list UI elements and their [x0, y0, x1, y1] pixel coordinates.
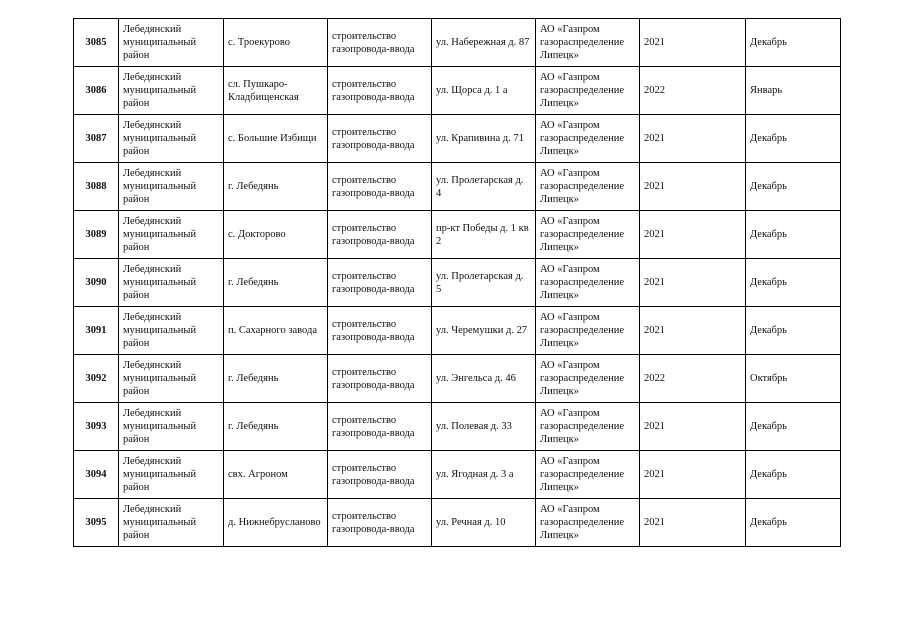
locality-cell: г. Лебедянь [224, 403, 328, 451]
district-cell: Лебедянский муниципальный район [119, 163, 224, 211]
district-cell: Лебедянский муниципальный район [119, 19, 224, 67]
organization-cell: АО «Газпром газораспределение Липецк» [536, 67, 640, 115]
row-number: 3089 [74, 211, 119, 259]
table-row [74, 163, 841, 211]
month-cell: Декабрь [746, 499, 841, 547]
work-type-cell: строительство газопровода-ввода [328, 211, 432, 259]
row-number: 3093 [74, 403, 119, 451]
month-cell: Январь [746, 67, 841, 115]
organization-cell: АО «Газпром газораспределение Липецк» [536, 499, 640, 547]
locality-cell: д. Нижнебрусланово [224, 499, 328, 547]
locality-cell: свх. Агроном [224, 451, 328, 499]
gasification-table [73, 18, 841, 547]
district-cell: Лебедянский муниципальный район [119, 115, 224, 163]
month-cell: Октябрь [746, 355, 841, 403]
year-cell: 2021 [640, 211, 746, 259]
district-cell: Лебедянский муниципальный район [119, 499, 224, 547]
month-cell: Декабрь [746, 307, 841, 355]
work-type-cell: строительство газопровода-ввода [328, 115, 432, 163]
district-cell: Лебедянский муниципальный район [119, 259, 224, 307]
district-cell: Лебедянский муниципальный район [119, 451, 224, 499]
year-cell: 2022 [640, 355, 746, 403]
month-cell: Декабрь [746, 163, 841, 211]
address-cell: пр-кт Победы д. 1 кв 2 [432, 211, 536, 259]
table-body [74, 19, 841, 547]
district-cell: Лебедянский муниципальный район [119, 307, 224, 355]
district-cell: Лебедянский муниципальный район [119, 211, 224, 259]
organization-cell: АО «Газпром газораспределение Липецк» [536, 19, 640, 67]
work-type-cell: строительство газопровода-ввода [328, 403, 432, 451]
organization-cell: АО «Газпром газораспределение Липецк» [536, 115, 640, 163]
row-number: 3094 [74, 451, 119, 499]
table-row [74, 211, 841, 259]
district-cell: Лебедянский муниципальный район [119, 403, 224, 451]
year-cell: 2021 [640, 499, 746, 547]
address-cell: ул. Набережная д. 87 [432, 19, 536, 67]
table-row [74, 355, 841, 403]
year-cell: 2021 [640, 307, 746, 355]
month-cell: Декабрь [746, 259, 841, 307]
organization-cell: АО «Газпром газораспределение Липецк» [536, 307, 640, 355]
work-type-cell: строительство газопровода-ввода [328, 499, 432, 547]
row-number: 3087 [74, 115, 119, 163]
organization-cell: АО «Газпром газораспределение Липецк» [536, 403, 640, 451]
year-cell: 2021 [640, 403, 746, 451]
table-row [74, 67, 841, 115]
table-row [74, 19, 841, 67]
address-cell: ул. Полевая д. 33 [432, 403, 536, 451]
district-cell: Лебедянский муниципальный район [119, 355, 224, 403]
locality-cell: г. Лебедянь [224, 163, 328, 211]
organization-cell: АО «Газпром газораспределение Липецк» [536, 259, 640, 307]
work-type-cell: строительство газопровода-ввода [328, 355, 432, 403]
address-cell: ул. Черемушки д. 27 [432, 307, 536, 355]
month-cell: Декабрь [746, 19, 841, 67]
work-type-cell: строительство газопровода-ввода [328, 307, 432, 355]
address-cell: ул. Щорса д. 1 а [432, 67, 536, 115]
locality-cell: с. Большие Избищи [224, 115, 328, 163]
table-row [74, 451, 841, 499]
locality-cell: с. Троекурово [224, 19, 328, 67]
year-cell: 2021 [640, 451, 746, 499]
work-type-cell: строительство газопровода-ввода [328, 259, 432, 307]
row-number: 3090 [74, 259, 119, 307]
locality-cell: г. Лебедянь [224, 355, 328, 403]
table-row [74, 115, 841, 163]
table-row [74, 307, 841, 355]
row-number: 3085 [74, 19, 119, 67]
locality-cell: сл. Пушкаро-Кладбищенская [224, 67, 328, 115]
year-cell: 2021 [640, 259, 746, 307]
work-type-cell: строительство газопровода-ввода [328, 19, 432, 67]
locality-cell: п. Сахарного завода [224, 307, 328, 355]
organization-cell: АО «Газпром газораспределение Липецк» [536, 355, 640, 403]
month-cell: Декабрь [746, 403, 841, 451]
row-number: 3086 [74, 67, 119, 115]
address-cell: ул. Речная д. 10 [432, 499, 536, 547]
row-number: 3092 [74, 355, 119, 403]
year-cell: 2022 [640, 67, 746, 115]
table-row [74, 259, 841, 307]
row-number: 3091 [74, 307, 119, 355]
work-type-cell: строительство газопровода-ввода [328, 451, 432, 499]
address-cell: ул. Крапивина д. 71 [432, 115, 536, 163]
row-number: 3095 [74, 499, 119, 547]
organization-cell: АО «Газпром газораспределение Липецк» [536, 163, 640, 211]
year-cell: 2021 [640, 19, 746, 67]
work-type-cell: строительство газопровода-ввода [328, 163, 432, 211]
table-row [74, 499, 841, 547]
month-cell: Декабрь [746, 451, 841, 499]
work-type-cell: строительство газопровода-ввода [328, 67, 432, 115]
year-cell: 2021 [640, 115, 746, 163]
organization-cell: АО «Газпром газораспределение Липецк» [536, 211, 640, 259]
address-cell: ул. Энгельса д. 46 [432, 355, 536, 403]
year-cell: 2021 [640, 163, 746, 211]
table-row [74, 403, 841, 451]
locality-cell: с. Докторово [224, 211, 328, 259]
address-cell: ул. Пролетарская д. 4 [432, 163, 536, 211]
month-cell: Декабрь [746, 211, 841, 259]
address-cell: ул. Ягодная д. 3 а [432, 451, 536, 499]
district-cell: Лебедянский муниципальный район [119, 67, 224, 115]
row-number: 3088 [74, 163, 119, 211]
organization-cell: АО «Газпром газораспределение Липецк» [536, 451, 640, 499]
month-cell: Декабрь [746, 115, 841, 163]
address-cell: ул. Пролетарская д. 5 [432, 259, 536, 307]
locality-cell: г. Лебедянь [224, 259, 328, 307]
